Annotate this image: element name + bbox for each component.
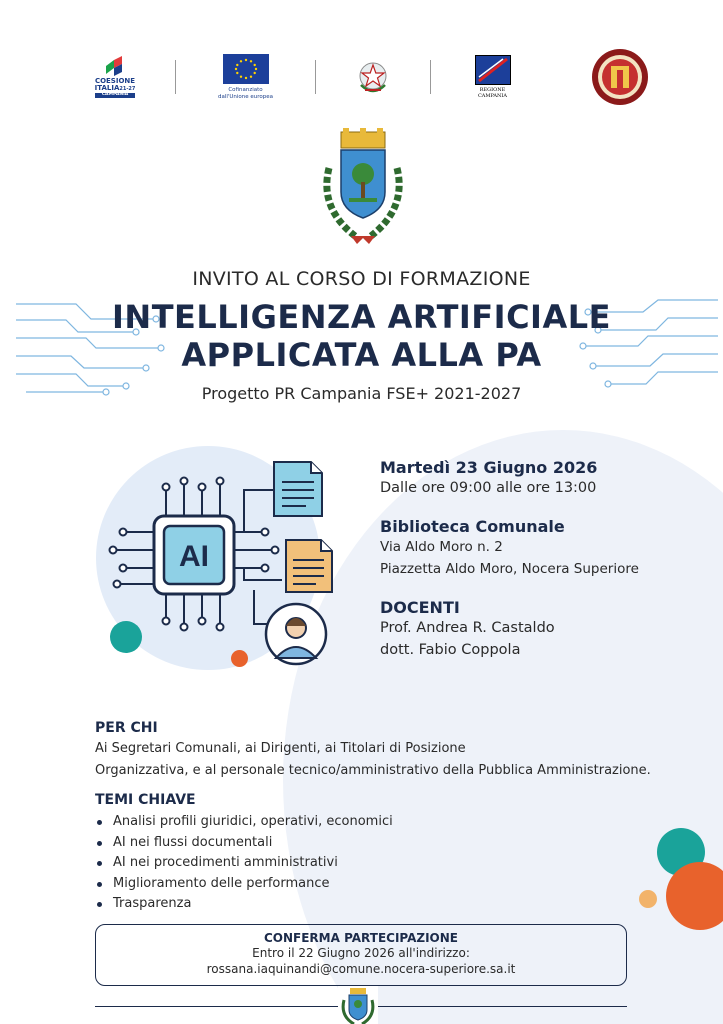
comune-seal-icon	[591, 48, 649, 106]
event-time: Dalle ore 09:00 alle ore 13:00	[380, 480, 597, 496]
list-item: Miglioramento delle performance	[95, 874, 595, 895]
list-item: AI nei procedimenti amministrativi	[95, 853, 595, 874]
eu-logo	[211, 54, 281, 100]
coesione-icon	[102, 56, 128, 78]
title-line-2: APPLICATA ALLA PA	[181, 336, 542, 374]
conferma-box	[95, 924, 627, 986]
docente-2: dott. Fabio Coppola	[380, 642, 521, 658]
page-title	[0, 298, 723, 374]
date-block	[380, 458, 700, 499]
coesione-sub: CAMPANIA	[95, 93, 136, 98]
separator	[430, 60, 431, 94]
footer-crest-icon	[338, 986, 378, 1024]
regione-caption: REGIONE CAMPANIA	[477, 87, 508, 99]
event-venue: Biblioteca Comunale	[380, 517, 565, 536]
per-chi-label: PER CHI	[95, 720, 158, 736]
coesione-italia-logo	[90, 56, 140, 98]
decor-dot-orange	[231, 650, 248, 667]
heading-block	[0, 268, 723, 403]
eu-caption-1: Cofinanziato	[228, 86, 263, 93]
regione-campania-logo	[466, 55, 520, 99]
title-line-1: INTELLIGENZA ARTIFICIALE	[112, 298, 611, 336]
comune-crest	[315, 128, 411, 246]
coesione-line1: COESIONE	[94, 76, 136, 85]
event-address-2: Piazzetta Aldo Moro, Nocera Superiore	[380, 561, 639, 577]
comune-seal	[590, 48, 650, 106]
list-item: Analisi profili giuridici, operativi, economici	[95, 812, 595, 833]
crest-icon	[315, 128, 411, 246]
conferma-email-link[interactable]: rossana.iaquinandi@comune.nocera-superiore.sa.it	[206, 962, 516, 976]
per-chi-line-2: Organizzativa, e al personale tecnico/amministrativo della Pubblica Amministrazione.	[95, 763, 651, 778]
venue-block	[380, 517, 700, 580]
separator	[315, 60, 316, 94]
temi-list	[95, 812, 595, 915]
docente-1: Prof. Andrea R. Castaldo	[380, 620, 555, 636]
document-icon-orange	[286, 540, 332, 592]
list-item: AI nei flussi documentali	[95, 833, 595, 854]
coesione-line2: ITALIA	[94, 84, 120, 93]
separator	[554, 60, 555, 94]
logo-strip	[90, 42, 650, 112]
repubblica-star-icon	[353, 57, 393, 97]
invito-label: INVITO AL CORSO DI FORMAZIONE	[192, 268, 531, 290]
decor-dot-teal	[110, 621, 142, 653]
separator	[175, 60, 176, 94]
event-date: Martedì 23 Giugno 2026	[380, 458, 598, 477]
eu-flag-icon	[223, 54, 269, 84]
docenti-block	[380, 598, 700, 661]
regione-campania-icon	[475, 55, 511, 85]
chip-label: AI	[179, 540, 209, 573]
docenti-label: DOCENTI	[380, 598, 460, 617]
event-info	[380, 458, 700, 679]
footer-crest	[338, 986, 378, 1024]
temi-chiave-section	[95, 792, 595, 915]
temi-chiave-label: TEMI CHIAVE	[95, 792, 196, 808]
list-item: Trasparenza	[95, 894, 595, 915]
eu-caption-2: dall'Unione europea	[217, 93, 274, 100]
decor-dot-amber	[639, 890, 657, 908]
ai-illustration	[96, 440, 356, 690]
per-chi-line-1: Ai Segretari Comunali, ai Dirigenti, ai Titolari di Posizione	[95, 741, 466, 756]
conferma-deadline: Entro il 22 Giugno 2026 all'indirizzo:	[252, 946, 470, 960]
conferma-label: CONFERMA PARTECIPAZIONE	[263, 931, 458, 945]
coesione-years: 21-27	[119, 86, 136, 93]
progetto-subtitle: Progetto PR Campania FSE+ 2021-2027	[201, 384, 522, 403]
event-address-1: Via Aldo Moro n. 2	[380, 539, 503, 555]
per-chi-section	[95, 720, 705, 782]
repubblica-emblem	[351, 57, 395, 97]
person-icon	[266, 604, 326, 664]
document-icon-teal	[274, 462, 322, 516]
